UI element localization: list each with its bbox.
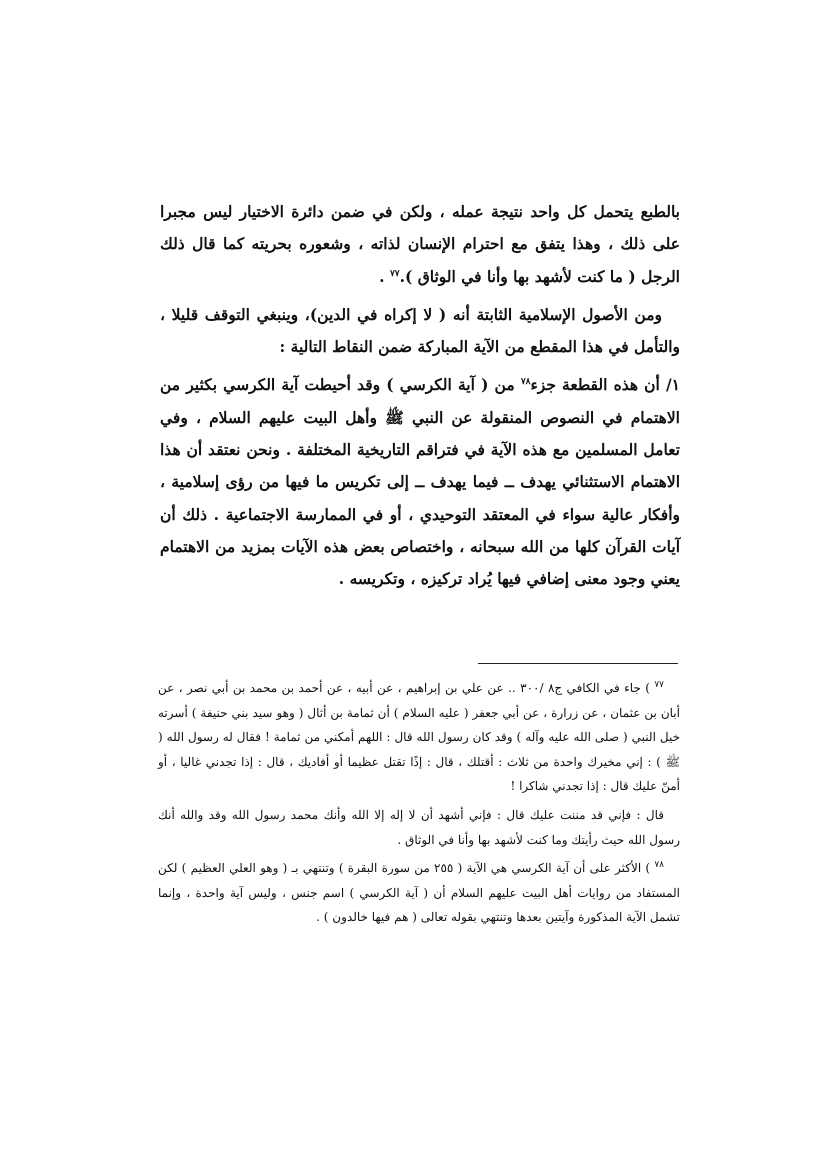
footnote-divider — [478, 663, 678, 664]
paragraph-1: بالطبع يتحمل كل واحد نتيجة عمله ، ولكن في ضمن دائرة الاختيار ليس مجبرا على ذلك ، وهذا يتفق مع احترام الإنسان لذاته ، وشعوره بحريته كما قال ذلك الرجل ( ما كنت لأشهد بها وأنا في الوثاق ).$^{٧٧}$ . — [160, 202, 680, 286]
paragraph-2: ومن الأصول الإسلامية الثابتة أنه ( لا إكراه في الدين)، وينبغي التوقف قليلا ، والتأمل في هذا المقطع من الآية المباركة ضمن النقاط التالية : — [160, 304, 680, 357]
footnote-number-78: ٧٨ — [654, 860, 665, 871]
footnote-number-77: ٧٧ — [654, 680, 665, 690]
footnote-ref-78[interactable]: ٧٨ — [520, 377, 531, 388]
footnote-77: $^{٧٧}$ ) جاء في الكافي ج٨ /٣٠٠ .. عن علي بن إبراهيم ، عن أبيه ، عن أحمد بن محمد بن أبي نصر ، عن أبان بن عثمان ، عن زرارة ، عن أبي جعفر ( عليه السلام ) أن ثمامة بن أثال ( وهو سيد بني حنيفة ) أسرته خيل النبي ( صلى الله عليه وآله ) وقد كان رسول الله قال : اللهم أمكني من ثمامة ! فقال له رسول الله ( ﷺ ) : إني مخيرك واحدة من ثلاث : أقتلك ، قال : إذًا تقتل عظيما أو أفاديك ، قال : إذا تجدني غاليا ، أو أمنّ عليك قال : إذا تجدني شاكرا ! — [158, 680, 680, 794]
footnotes-section — [158, 676, 680, 934]
footnote-77-continuation: قال : فإني قد مننت عليك قال : فإني أشهد أن لا إله إلا الله وأنك محمد رسول الله وقد والله أنك رسول الله حيث رأيتك وما كنت لأشهد بها وأنا في الوثاق . — [158, 807, 680, 847]
footnote-78: $^{٧٨}$ ) الأكثر على أن آية الكرسي هي الآية ( ٢٥٥ من سورة البقرة ) وتنتهي بـ ( وهو العلي العظيم ) لكن المستفاد من روايات أهل البيت عليهم السلام أن ( آية الكرسي ) اسم جنس ، وليس آية واحدة ، وإنما تشمل الآية المذكورة وآيتين بعدها وتنتهي بقوله تعالى ( هم فيها خالدون ) . — [158, 860, 680, 925]
paragraph-3: ١/ أن هذه القطعة جزء$^{٧٨}$ من ( آية الكرسي ) وقد أحيطت آية الكرسي بكثير من الاهتمام في النصوص المنقولة عن النبي ﷺ وأهل البيت عليهم السلام ، وفي تعامل المسلمين مع هذه الآية في فتراقم التاريخية المختلفة . ونحن نعتقد أن هذا الاهتمام الاستثنائي يهدف ــ فيما يهدف ــ إلى تكريس ما فيها من رؤى إسلامية ، وأفكار عالية سواء في المعتقد التوحيدي ، أو في الممارسة الاجتماعية . ذلك أن آيات القرآن كلها من الله سبحانه ، واختصاص بعض هذه الآيات بمزيد من الاهتمام يعني وجود معنى إضافي فيها يُراد تركيزه ، وتكريسه . — [160, 375, 680, 589]
footnote-ref-77[interactable]: ٧٧ — [389, 268, 400, 279]
main-body-text — [160, 196, 680, 602]
